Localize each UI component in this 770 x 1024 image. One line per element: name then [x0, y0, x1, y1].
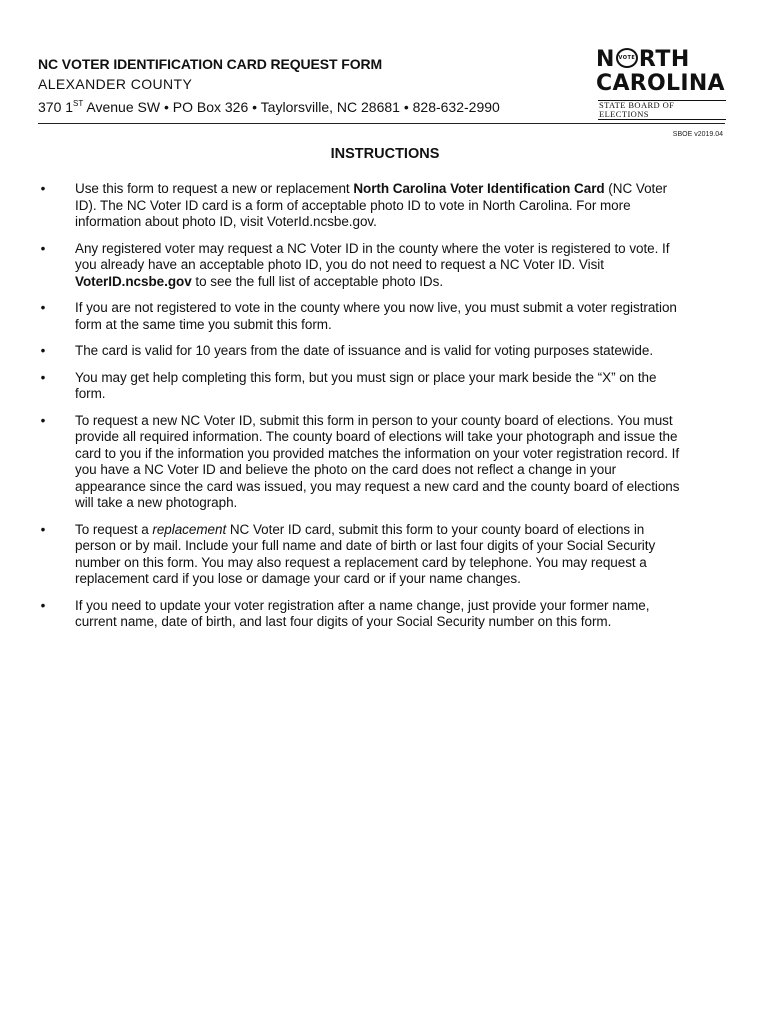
logo-carolina: CAROLINA [596, 71, 725, 96]
county-name: ALEXANDER COUNTY [38, 76, 193, 92]
instruction-item: • The card is valid for 10 years from the date of issuance and is valid for voting purposes statewide. [40, 343, 654, 358]
instruction-item: • Use this form to request a new or replacement North Carolina Voter Identification Card (NC Voter ID). The NC Voter ID card is a form of acceptable photo ID to vote in North Carolina. For more information about photo ID, visit VoterId.ncsbe.gov. [40, 181, 668, 229]
instruction-item: • To request a replacement NC Voter ID card, submit this form to your county board of elections in person or by mail. Include your full name and date of birth or last four digits of your Social Security number on this form. You may also request a replacement card by telephone. You may request a replacement card if you lose or damage your card or if your name changes. [40, 521, 656, 586]
instruction-item: • To request a new NC Voter ID, submit this form in person to your county board of elections. You must provide all required information. The county board of elections will take your photograph and issue the card to you if the information you provided matches the information on your voter registration record. If you have a NC Voter ID and believe the photo on the card does not reflect a change in your appearance since the card was issued, you may request a new card and the county board of elections will take a new photograph. [40, 412, 680, 510]
instruction-item: • If you are not registered to vote in the county where you now live, you must submit a voter registration form at the same time you submit this form. [40, 300, 677, 332]
instructions-list [38, 181, 688, 641]
logo-board-of-elections: STATE BOARD OF ELECTIONS [598, 100, 726, 120]
header-divider [38, 123, 725, 124]
instruction-item: • If you need to update your voter registration after a name change, just provide your former name, current name, date of birth, and last four digits of your Social Security number on this form. [40, 597, 650, 629]
instruction-item: • Any registered voter may request a NC Voter ID in the county where the voter is registered to vote. If you already have an acceptable photo ID, you do not need to request a NC Voter ID. Visit VoterID.ncsbe.gov to see the full list of acceptable photo IDs. [40, 240, 670, 289]
form-version: SBOE v2019.04 [672, 131, 723, 138]
vote-seal-icon: VOTE [616, 48, 638, 68]
instructions-heading: INSTRUCTIONS [330, 146, 440, 162]
logo-north: N VOTE RTH [596, 47, 690, 72]
instruction-item: • You may get help completing this form, but you must sign or place your mark beside the “X” on the form. [40, 369, 657, 401]
nc-state-board-logo [596, 47, 726, 119]
form-title: NC VOTER IDENTIFICATION CARD REQUEST FORM [38, 56, 383, 72]
county-address: 370 1ST Avenue SW • PO Box 326 • Taylorsville, NC 28681 • 828-632-2990 [38, 99, 500, 115]
